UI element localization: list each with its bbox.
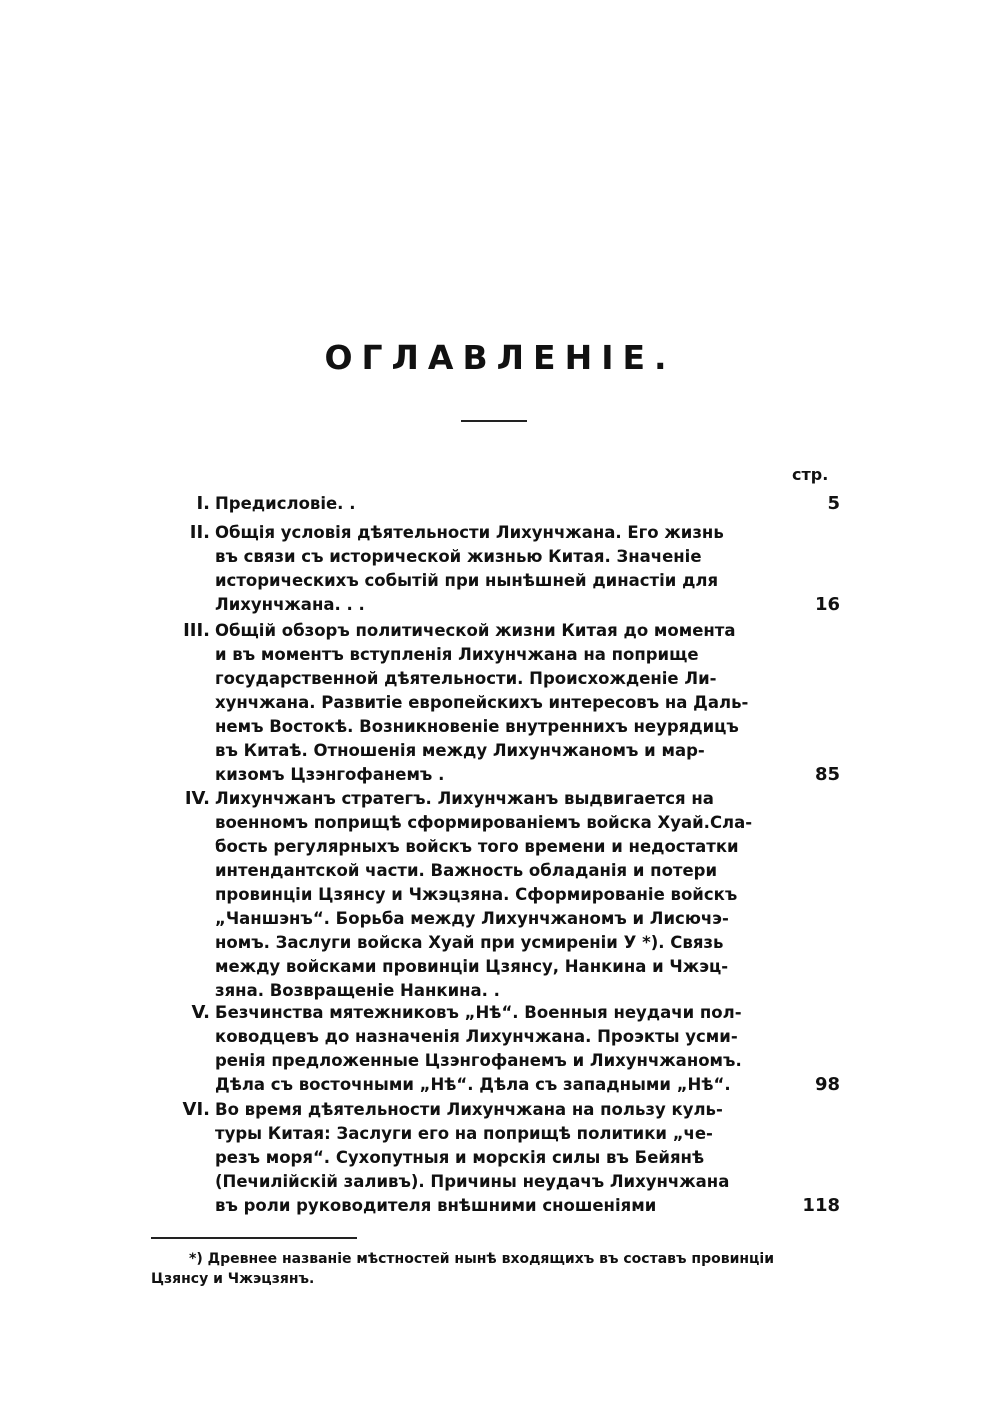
chapter-description-line: номъ. Заслуги войска Хуай при усмиреніи У *). Связь bbox=[215, 933, 724, 952]
chapter-description-line: (Печилійскій заливъ). Причины неудачъ Лихунчжана bbox=[215, 1172, 730, 1191]
chapter-description-line: Предисловіе. . bbox=[215, 494, 356, 513]
footnote-line: *) Древнее названіе мѣстностей нынѣ входящихъ въ составъ провинціи bbox=[189, 1251, 775, 1267]
chapter-number: II. bbox=[189, 522, 210, 543]
chapter-description-line: немъ Востокѣ. Возникновеніе внутреннихъ неурядицъ bbox=[215, 717, 739, 736]
footnote bbox=[151, 1249, 851, 1289]
page-number: 16 bbox=[814, 594, 840, 615]
chapter-description-line: „Чаншэнъ“. Борьба между Лихунчжаномъ и Лисючэ- bbox=[215, 909, 729, 928]
chapter-description-line: провинціи Цзянсу и Чжэцзяна. Сформированіе войскъ bbox=[215, 885, 738, 904]
chapter-description-line: Безчинства мятежниковъ „Нѣ“. Военныя неудачи пол- bbox=[215, 1003, 742, 1022]
title-divider bbox=[461, 420, 527, 422]
chapter-description bbox=[215, 619, 785, 787]
chapter-description bbox=[215, 1001, 785, 1097]
chapter-description bbox=[215, 787, 785, 1003]
chapter-description-line: государственной дѣятельности. Происхожденіе Ли- bbox=[215, 669, 717, 688]
chapter-description-line: интендантской части. Важность обладанія и потери bbox=[215, 861, 718, 880]
page-number: 98 bbox=[814, 1074, 840, 1095]
page-number: 5 bbox=[827, 493, 840, 514]
chapter-description-line: ренія предложенные Цзэнгофанемъ и Лихунчжаномъ. bbox=[215, 1051, 742, 1070]
chapter-number: VI. bbox=[182, 1099, 210, 1120]
chapter-description-line: резъ моря“. Сухопутныя и морскія силы въ Бейянѣ bbox=[215, 1148, 705, 1167]
page-title: ОГЛАВЛЕНІЕ. bbox=[324, 338, 676, 377]
chapter-description-line: между войсками провинціи Цзянсу, Нанкина и Чжэц- bbox=[215, 957, 729, 976]
chapter-description-line: зяна. Возвращеніе Нанкина. . bbox=[215, 981, 500, 1000]
chapter-description-line: въ роли руководителя внѣшними сношеніями bbox=[215, 1196, 657, 1215]
chapter-description-line: историческихъ событій при нынѣшней династіи для bbox=[215, 571, 719, 590]
chapter-number: III. bbox=[183, 620, 210, 641]
chapter-description bbox=[215, 1098, 785, 1218]
chapter-description-line: Общія условія дѣятельности Лихунчжана. Его жизнь bbox=[215, 523, 724, 542]
chapter-description-line: Лихунчжана. . . bbox=[215, 595, 365, 614]
chapter-description-line: ководцевъ до назначенія Лихунчжана. Проэкты усми- bbox=[215, 1027, 738, 1046]
chapter-number: I. bbox=[196, 493, 210, 514]
chapter-number: IV. bbox=[184, 788, 210, 809]
chapter-description-line: въ Китаѣ. Отношенія между Лихунчжаномъ и мар- bbox=[215, 741, 705, 760]
chapter-description-line: хунчжана. Развитіе европейскихъ интересовъ на Даль- bbox=[215, 693, 749, 712]
page-number: 85 bbox=[814, 764, 840, 785]
chapter-description-line: Лихунчжанъ стратегъ. Лихунчжанъ выдвигается на bbox=[215, 789, 714, 808]
chapter-description-line: Общій обзоръ политической жизни Китая до момента bbox=[215, 621, 736, 640]
footnote-line: Цзянсу и Чжэцзянъ. bbox=[151, 1271, 315, 1287]
chapter-description-line: и въ моментъ вступленія Лихунчжана на поприще bbox=[215, 645, 699, 664]
chapter-description-line: въ связи съ исторической жизнью Китая. Значеніе bbox=[215, 547, 702, 566]
chapter-description-line: Во время дѣятельности Лихунчжана на пользу куль- bbox=[215, 1100, 723, 1119]
chapter-number: V. bbox=[191, 1002, 210, 1023]
chapter-description bbox=[215, 521, 785, 617]
page-column-label: стр. bbox=[792, 465, 829, 484]
chapter-description-line: туры Китая: Заслуги его на поприщѣ политики „че- bbox=[215, 1124, 713, 1143]
page-number: 118 bbox=[802, 1195, 840, 1216]
chapter-description-line: кизомъ Цзэнгофанемъ . bbox=[215, 765, 445, 784]
chapter-description bbox=[215, 492, 785, 516]
chapter-description-line: военномъ поприщѣ сформированіемъ войска Хуай.Сла- bbox=[215, 813, 753, 832]
footnote-divider bbox=[151, 1237, 357, 1239]
chapter-description-line: бость регулярныхъ войскъ того времени и недостатки bbox=[215, 837, 739, 856]
chapter-description-line: Дѣла съ восточными „Нѣ“. Дѣла съ западными „Нѣ“. bbox=[215, 1075, 731, 1094]
